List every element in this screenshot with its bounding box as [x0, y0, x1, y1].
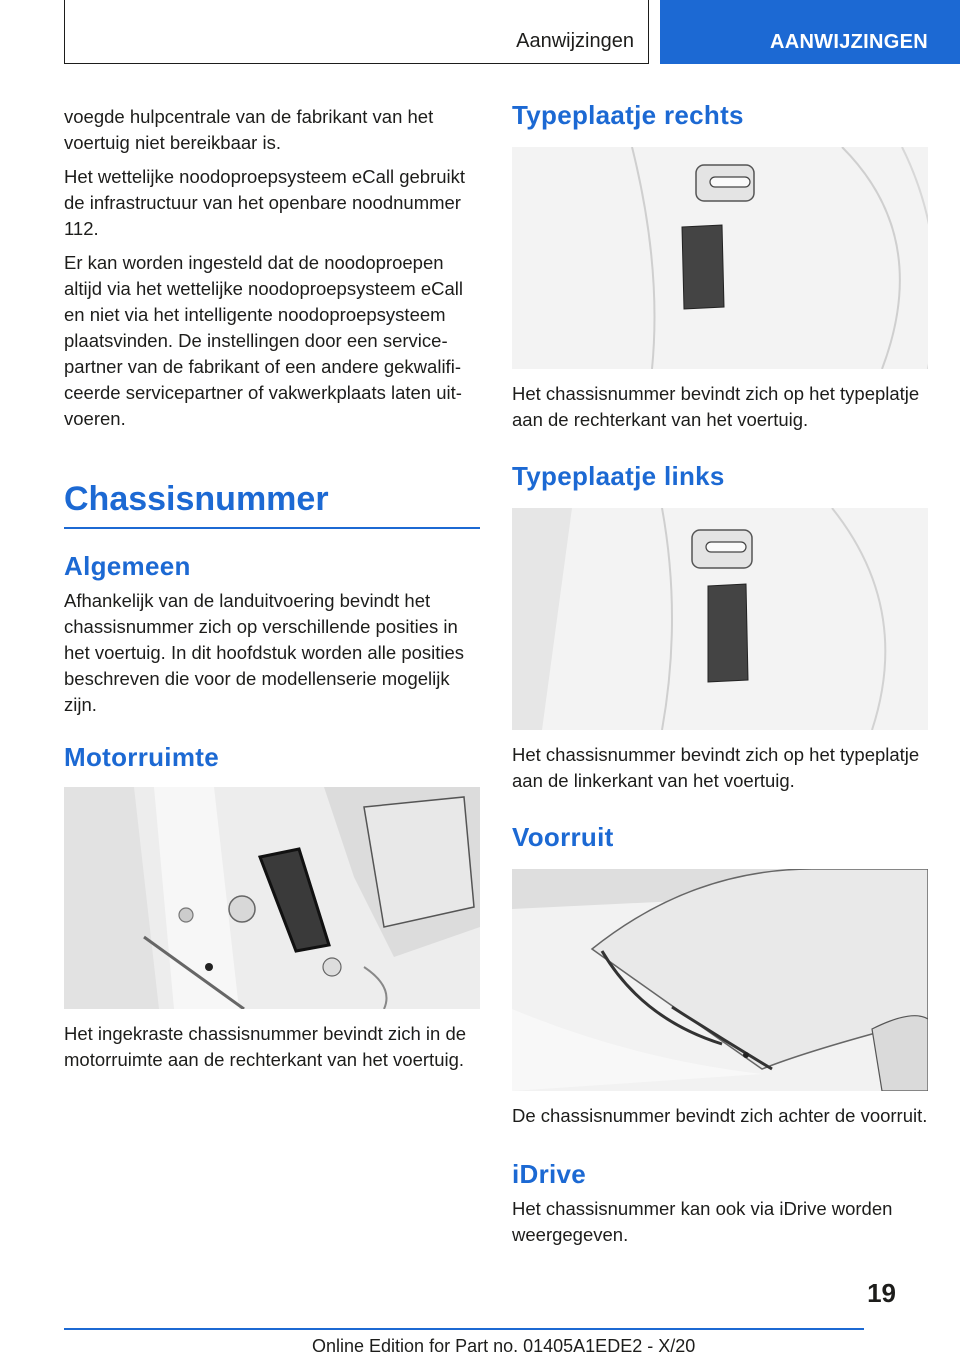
paragraph-idrive: Het chassisnummer kan ook via iDrive worden weergegeven.: [512, 1198, 893, 1245]
caption-motorruimte: Het ingekraste chassisnummer bevindt zich in de motorruimte aan de rechterkant van het voertuig.: [64, 1023, 467, 1070]
heading-algemeen: Algemeen: [64, 551, 191, 581]
header-section-box: [64, 0, 649, 64]
caption-typeplaatje-rechts: Het chassisnummer bevindt zich op het typeplatje aan de rechterkant van het voertuig.: [512, 383, 920, 430]
paragraph-ecall: Het wettelijke noodoproepsysteem eCall gebruikt de infrastructuur van het openbare noodnummer 112.: [64, 166, 466, 239]
header-chapter-tab[interactable]: [660, 0, 960, 64]
header-section-title: Aanwijzingen: [516, 30, 634, 52]
left-column: [64, 104, 480, 1081]
footer-rule: [64, 1328, 864, 1330]
paragraph-instellingen: Er kan worden ingesteld dat de noodoproepen altijd via het wettelijke noodoproepsysteem eCall en niet via het intelligente noodoproepsysteem plaatsvinden. De instellingen door een servicepartner van de fabrikant of een andere gekwalificeerde servicepartner of vakwerkplaats laten uitvoeren.: [64, 252, 463, 429]
heading-motorruimte: Motorruimte: [64, 742, 219, 772]
heading-typeplaatje-rechts: Typeplaatje rechts: [512, 100, 744, 130]
caption-typeplaatje-links: Het chassisnummer bevindt zich op het typeplatje aan de linkerkant van het voertuig.: [512, 744, 920, 791]
caption-voorruit: De chassisnummer bevindt zich achter de voorruit.: [512, 1105, 928, 1126]
right-column: [512, 100, 928, 1256]
image-motorruimte: [64, 787, 480, 1009]
heading-voorruit: Voorruit: [512, 822, 614, 852]
paragraph-algemeen: Afhankelijk van de landuitvoering bevindt het chassisnummer zich op verschillende posities in het voertuig. In dit hoofdstuk worden alle posities beschreven die voor de modellenserie mogelijk zijn.: [64, 590, 465, 715]
heading-typeplaatje-links: Typeplaatje links: [512, 461, 725, 491]
image-typeplaatje-links: [512, 508, 928, 730]
footer-edition: Online Edition for Part no. 01405A1EDE2 - X/20: [312, 1336, 696, 1356]
image-typeplaatje-rechts: [512, 147, 928, 369]
page-number: 19: [867, 1278, 896, 1308]
image-voorruit: [512, 869, 928, 1091]
header-chapter-tab-label: AANWIJZINGEN: [769, 31, 928, 53]
chapter-title: Chassisnummer: [64, 480, 329, 518]
paragraph-hulpcentrale: voegde hulpcentrale van de fabrikant van het voertuig niet bereikbaar is.: [64, 106, 434, 153]
heading-idrive: iDrive: [512, 1159, 587, 1189]
